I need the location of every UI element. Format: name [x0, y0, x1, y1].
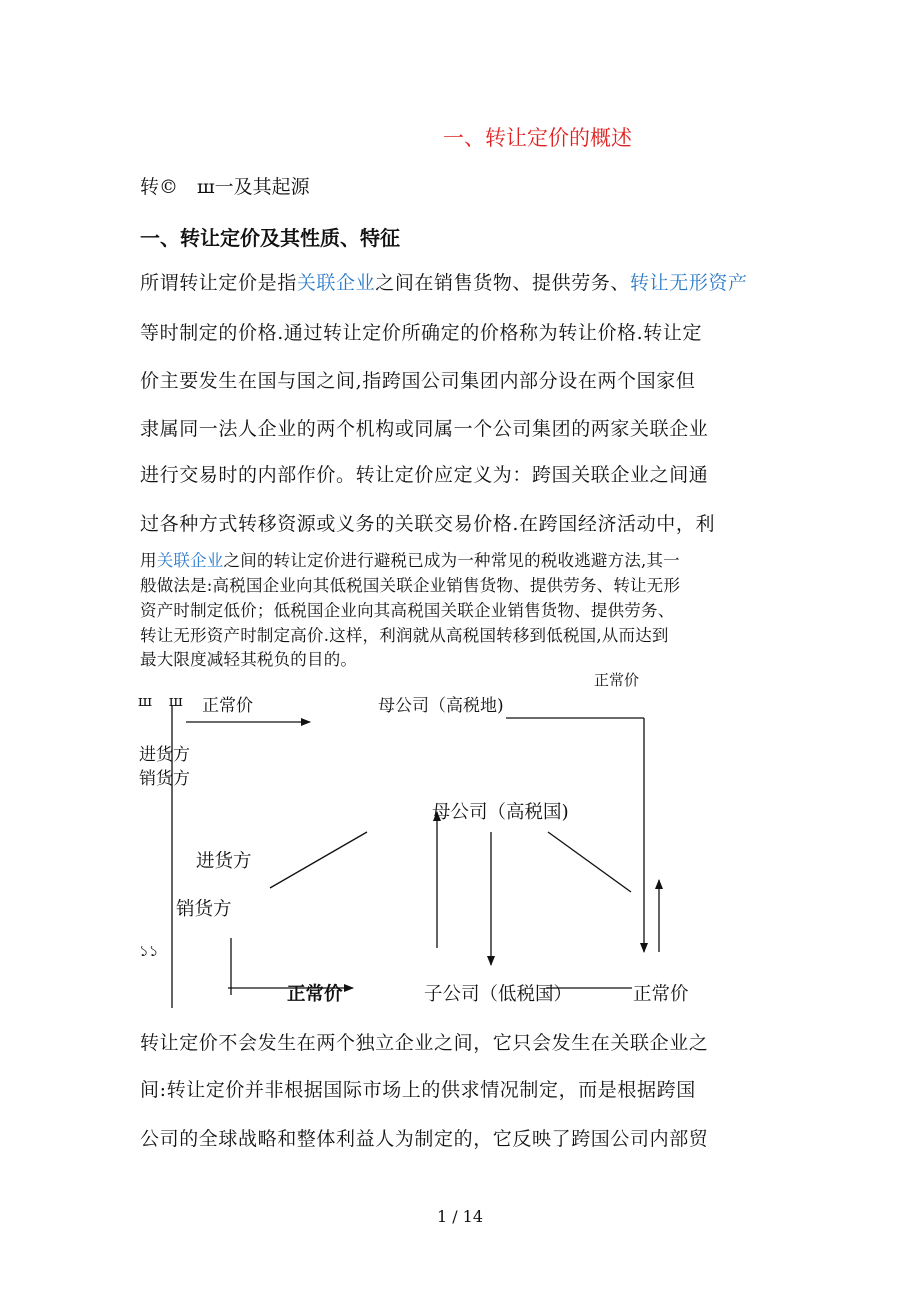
para1-line9: 资产时制定低价；低税国企业向其高税国关联企业销售货物、提供劳务、 [140, 601, 675, 620]
para1-text: 之间在销售货物、提供劳务、 [375, 272, 631, 294]
para1-text: 之间的转让定价进行避税已成为一种常见的税收逃避方法,其一 [223, 551, 680, 570]
para1-line3: 价主要发生在国与国之间,指跨国公司集团内部分设在两个国家但 [140, 370, 696, 392]
link-affiliated-enterprise[interactable]: 关联企业 [296, 272, 376, 294]
para1-text: 用 [140, 551, 157, 570]
para1-line2: 等时制定的价格.通过转让定价所确定的价格称为转让价格.转让定 [140, 322, 703, 344]
para1-text: 所谓转让定价是指 [140, 272, 297, 294]
link-transfer-intangible[interactable]: 转让无形资产 [630, 272, 748, 294]
label-seller-2: 销货方 [176, 899, 232, 920]
label-price-bottom-left: 正常价 [287, 984, 343, 1005]
label-price-top-left: 正常价 [202, 696, 253, 716]
label-seller-1: 销货方 [139, 769, 190, 789]
para2-line3: 公司的全球战略和整体利益人为制定的，它反映了跨国公司内部贸 [140, 1128, 709, 1150]
para1-line6: 过各种方式转移资源或义务的关联交易价格.在跨国经济活动中，利 [140, 513, 716, 535]
diagonal-left [270, 832, 367, 888]
label-parent-high-tax-country: 母公司（高税国) [432, 802, 569, 823]
para1-line11: 最大限度减轻其税负的目的。 [140, 650, 358, 669]
para1-line4: 隶属同一法人企业的两个机构或同属一个公司集团的两家关联企业 [140, 418, 709, 440]
label-subsidiary-low-tax: 子公司（低税国） [424, 984, 573, 1005]
para1-line10: 转让无形资产时制定高价.这样，利润就从高税国转移到低税国,从而达到 [140, 626, 669, 645]
doc-title: 一、转让定价的概述 [443, 126, 632, 150]
diagonal-right [548, 832, 631, 892]
link-affiliated-enterprise-2[interactable]: 关联企业 [156, 551, 224, 570]
para2-line1: 转让定价不会发生在两个独立企业之间，它只会发生在关联企业之 [140, 1032, 709, 1054]
label-price-top-right: 正常价 [594, 671, 640, 689]
label-marks-top-left: ш ш [138, 692, 189, 710]
label-buyer-2: 进货方 [196, 851, 252, 872]
para1-line8: 般做法是:高税国企业向其低税国关联企业销售货物、提供劳务、转让无形 [140, 576, 681, 595]
para2-line2: 间:转让定价并非根据国际市场上的供求情况制定，而是根据跨国 [140, 1079, 696, 1101]
section-heading: 一、转让定价及其性质、特征 [140, 226, 400, 250]
label-parent-high-tax-area: 母公司（高税地) [378, 696, 504, 716]
label-marks-left: ১১ [139, 942, 159, 960]
label-price-bottom-right: 正常价 [633, 984, 689, 1005]
page-number: 1 / 14 [436, 1207, 484, 1226]
para1-line5: 进行交易时的内部作价。转让定价应定义为：跨国关联企业之间通 [140, 464, 709, 486]
doc-subtitle: 转© ш一及其起源 [140, 176, 310, 198]
label-buyer-1: 进货方 [139, 745, 190, 765]
